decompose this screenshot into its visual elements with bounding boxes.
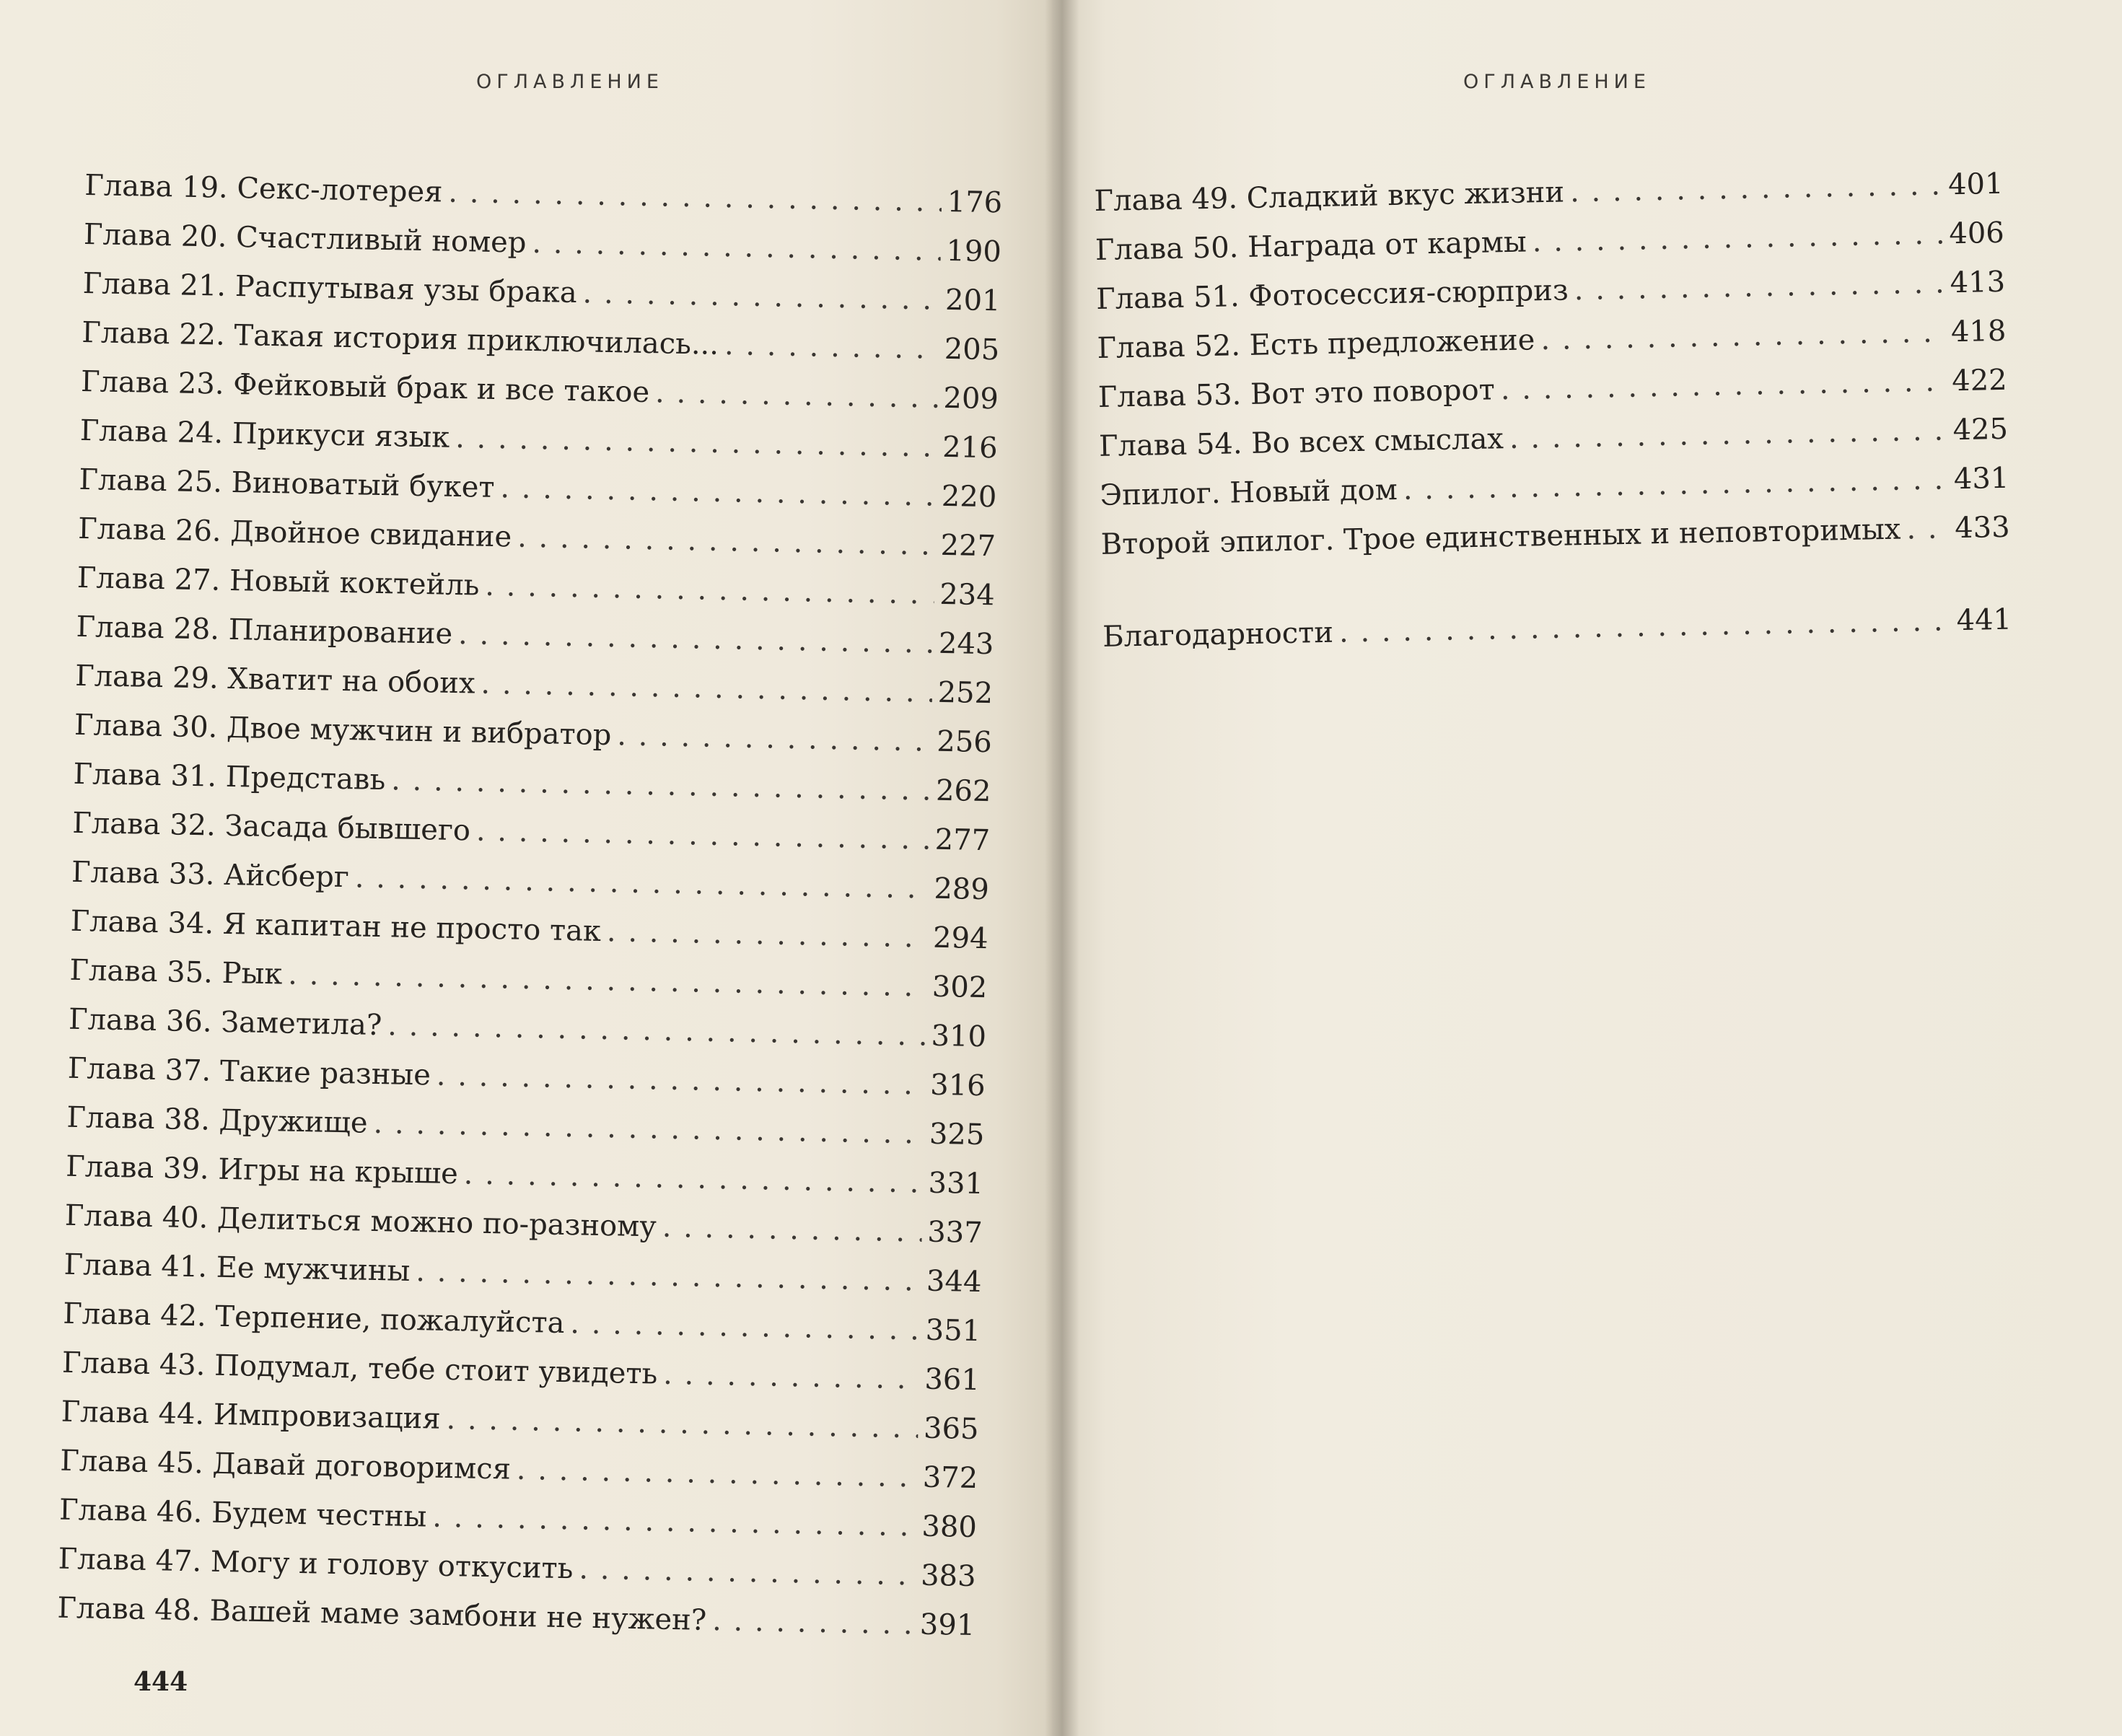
dot-leader bbox=[485, 561, 934, 619]
toc-entry-page: 262 bbox=[935, 773, 991, 809]
toc-entry-page: 209 bbox=[943, 381, 999, 416]
toc-entry-title: Глава 29. Хватит на обоих bbox=[74, 659, 475, 701]
dot-leader bbox=[724, 320, 939, 374]
right-page bbox=[1052, 0, 2122, 1736]
toc-entry-title: Глава 38. Дружище bbox=[66, 1100, 369, 1140]
dot-leader bbox=[455, 413, 937, 472]
dot-leader bbox=[475, 807, 929, 864]
dot-leader bbox=[1509, 405, 1947, 463]
toc-entry-page: 337 bbox=[926, 1215, 983, 1250]
toc-entry-page: 252 bbox=[937, 675, 994, 711]
dot-leader bbox=[391, 755, 931, 815]
toc-entry-title: Глава 37. Такие разные bbox=[67, 1051, 431, 1092]
toc-entry-title: Глава 31. Представь bbox=[73, 757, 386, 797]
toc-entry-title: Глава 45. Давай договоримся bbox=[59, 1444, 512, 1486]
toc-entry-page: 383 bbox=[920, 1559, 977, 1594]
toc-entry-title: Глава 50. Награда от кармы bbox=[1095, 225, 1527, 267]
toc-entry-title: Глава 49. Сладкий вкус жизни bbox=[1094, 175, 1565, 218]
toc-entry-title: Глава 51. Фотосессия-сюрприз bbox=[1095, 273, 1569, 316]
toc-entry-page: 433 bbox=[1954, 510, 2010, 545]
toc-entry-page: 441 bbox=[1956, 602, 2012, 638]
dot-leader bbox=[663, 1350, 919, 1404]
toc-entry-page: 365 bbox=[923, 1411, 979, 1447]
page-header: ОГЛАВЛЕНИЕ bbox=[1463, 71, 1651, 93]
toc-entry-page: 227 bbox=[940, 528, 996, 564]
toc-entry-page: 418 bbox=[1950, 314, 2007, 349]
toc-entry-page: 205 bbox=[944, 332, 1000, 367]
toc-entry-page: 406 bbox=[1948, 216, 2005, 251]
toc-entry-page: 391 bbox=[919, 1608, 975, 1643]
toc-entry-title: Глава 30. Двое мужчин и вибратор bbox=[74, 708, 612, 753]
toc-entry-page: 431 bbox=[1953, 461, 2009, 496]
toc-entry-page: 234 bbox=[939, 577, 996, 613]
toc-entry-title: Глава 47. Могу и голову откусить bbox=[58, 1542, 574, 1586]
toc-entry-page: 294 bbox=[932, 921, 988, 956]
toc-entry-page: 425 bbox=[1952, 412, 2009, 447]
toc-entry-title: Глава 35. Рык bbox=[69, 953, 283, 991]
toc-entry-title: Глава 41. Ее мужчины bbox=[63, 1248, 411, 1288]
toc-entry-page: 413 bbox=[1950, 265, 2006, 300]
dot-leader bbox=[446, 1395, 918, 1453]
dot-leader bbox=[579, 1545, 916, 1600]
toc-entry-page: 422 bbox=[1951, 363, 2008, 398]
dot-leader bbox=[448, 168, 942, 227]
dot-leader bbox=[1569, 160, 1942, 216]
dot-leader bbox=[1906, 504, 1950, 553]
toc-entry-page: 331 bbox=[928, 1166, 984, 1201]
toc-entry-page: 310 bbox=[931, 1019, 987, 1054]
dot-leader bbox=[463, 1149, 923, 1207]
dot-leader bbox=[1338, 596, 1951, 657]
toc-list bbox=[1094, 159, 2012, 662]
toc-entry-title: Глава 26. Двойное свидание bbox=[77, 512, 512, 554]
toc-entry-title: Глава 33. Айсберг bbox=[71, 855, 350, 895]
toc-entry-page: 401 bbox=[1947, 167, 2004, 202]
toc-entry-title: Глава 46. Будем честны bbox=[58, 1493, 427, 1534]
toc-entry-title: Глава 24. Прикуси язык bbox=[79, 413, 450, 455]
dot-leader bbox=[1574, 258, 1945, 315]
toc-entry-title: Глава 25. Виноватый букет bbox=[79, 463, 495, 504]
toc-entry-title: Глава 39. Игры на крыше bbox=[65, 1149, 459, 1191]
toc-entry-title: Глава 54. Во всех смыслах bbox=[1098, 422, 1504, 463]
toc-entry-page: 372 bbox=[922, 1460, 978, 1496]
dot-leader bbox=[1540, 307, 1946, 364]
toc-entry-page: 190 bbox=[946, 234, 1002, 269]
toc-entry-title: Глава 20. Счастливый номер bbox=[83, 217, 527, 260]
toc-entry-title: Глава 48. Вашей маме замбони не нужен? bbox=[57, 1591, 707, 1637]
dot-leader bbox=[1500, 356, 1947, 414]
toc-entry-page: 351 bbox=[925, 1313, 981, 1349]
toc-entry-page: 201 bbox=[944, 283, 1001, 318]
dot-leader bbox=[570, 1299, 921, 1354]
toc-entry-page: 316 bbox=[929, 1068, 986, 1103]
toc-entry-page: 344 bbox=[926, 1264, 982, 1299]
dot-leader bbox=[1532, 209, 1944, 266]
toc-entry-title: Глава 28. Планирование bbox=[76, 610, 453, 651]
toc-entry-title: Глава 42. Терпение, пожалуйста bbox=[62, 1297, 565, 1341]
toc-entry-title: Глава 53. Вот это поворот bbox=[1097, 373, 1496, 414]
dot-leader bbox=[662, 1203, 922, 1257]
toc-entry-title: Глава 36. Заметила? bbox=[68, 1002, 382, 1043]
toc-entry-page: 277 bbox=[934, 823, 991, 858]
toc-entry-title: Глава 23. Фейковый брак и все такое bbox=[80, 364, 650, 410]
toc-entry-title: Глава 44. Импровизация bbox=[61, 1395, 442, 1436]
dot-leader bbox=[481, 659, 933, 717]
book-gutter bbox=[1045, 0, 1079, 1736]
dot-leader bbox=[500, 463, 937, 521]
toc-entry-title: Глава 34. Я капитан не просто так bbox=[70, 904, 602, 948]
toc-entry-title: Глава 21. Распутывая узы брака bbox=[82, 266, 578, 310]
toc-entry bbox=[1102, 595, 2012, 662]
toc-entry-title: Глава 22. Такая история приключилась... bbox=[81, 315, 719, 361]
dot-leader bbox=[582, 268, 940, 324]
toc-entry-title: Второй эпилог. Трое единственных и неповторимых bbox=[1100, 512, 1901, 561]
dot-leader bbox=[617, 711, 931, 766]
dot-leader bbox=[436, 1051, 925, 1110]
toc-entry-title: Эпилог. Новый дом bbox=[1100, 473, 1398, 512]
dot-leader bbox=[432, 1493, 916, 1551]
toc-entry-page: 220 bbox=[941, 479, 997, 514]
toc-entry-title: Глава 27. Новый коктейль bbox=[76, 561, 480, 602]
dot-leader bbox=[517, 513, 936, 570]
toc-entry-page: 380 bbox=[921, 1509, 978, 1545]
toc-entry-title: Глава 52. Есть предложение bbox=[1097, 323, 1535, 365]
dot-leader bbox=[532, 219, 941, 276]
toc-list bbox=[57, 161, 1003, 1650]
toc-entry-title: Глава 19. Секс-лотерея bbox=[84, 168, 443, 209]
toc-entry-title: Глава 43. Подумал, тебе стоит увидеть bbox=[61, 1346, 658, 1391]
page-number: 444 bbox=[133, 1667, 188, 1697]
toc-entry-page: 325 bbox=[929, 1117, 985, 1152]
dot-leader bbox=[516, 1445, 917, 1502]
toc-entry-page: 216 bbox=[942, 430, 999, 465]
toc-entry-title: Благодарности bbox=[1102, 615, 1334, 654]
toc-entry-title: Глава 40. Делиться можно по-разному bbox=[64, 1198, 657, 1244]
toc-entry-page: 176 bbox=[947, 185, 1003, 220]
dot-leader bbox=[606, 907, 927, 963]
toc-entry-page: 289 bbox=[934, 872, 990, 907]
toc-entry-page: 361 bbox=[924, 1362, 981, 1398]
page-header: ОГЛАВЛЕНИЕ bbox=[476, 71, 664, 93]
toc-entry-page: 256 bbox=[936, 724, 993, 760]
dot-leader bbox=[458, 610, 934, 668]
toc-entry-page: 302 bbox=[931, 970, 988, 1005]
toc-entry-page: 243 bbox=[938, 626, 994, 662]
dot-leader bbox=[654, 368, 938, 423]
dot-leader bbox=[712, 1596, 915, 1649]
toc-entry-title: Глава 32. Засада бывшего bbox=[71, 806, 471, 848]
